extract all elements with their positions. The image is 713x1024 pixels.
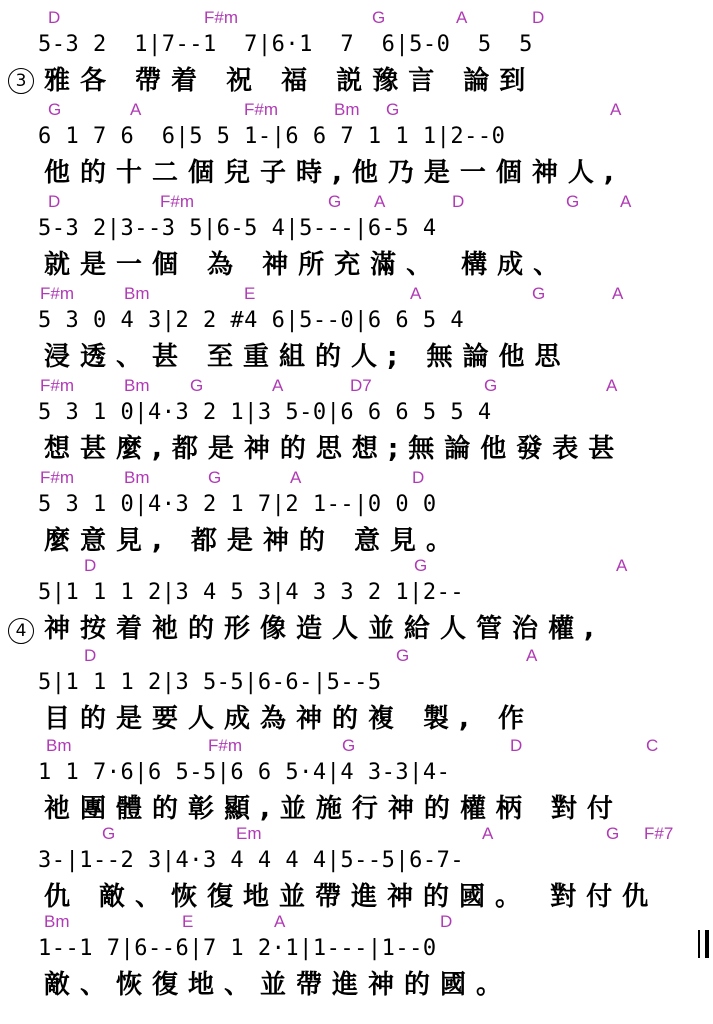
chord: G: [396, 646, 410, 665]
notation-line: 5 3 1 0|4·3 2 1|3 5-0|6 6 6 5 5 4: [38, 400, 492, 425]
chord: F#m: [40, 284, 74, 303]
score-row: [0, 100, 713, 192]
score-row: [0, 376, 713, 468]
lyrics-line: 他的十二個兒子時,他乃是一個神人,: [44, 158, 624, 188]
chord-line: [0, 468, 713, 490]
chord: D: [412, 468, 425, 487]
chord-line: [0, 912, 713, 934]
chord: G: [414, 556, 428, 575]
chord-line: [0, 284, 713, 306]
chord: F#m: [204, 8, 238, 27]
chord: G: [190, 376, 204, 395]
chord: G: [484, 376, 498, 395]
chord-line: [0, 100, 713, 122]
lyrics-line: 浸透、甚 至重組的人; 無論他思: [44, 342, 571, 372]
chord-line: [0, 192, 713, 214]
chord-line: [0, 646, 713, 668]
notation-line: 5-3 2|3--3 5|6-5 4|5---|6-5 4: [38, 216, 437, 241]
chord: F#m: [40, 468, 74, 487]
chord: G: [208, 468, 222, 487]
chord: A: [272, 376, 284, 395]
chord: A: [456, 8, 468, 27]
chord: G: [372, 8, 386, 27]
chord: F#m: [244, 100, 278, 119]
chord: A: [410, 284, 422, 303]
notation-line: 5|1 1 1 2|3 5-5|6-6-|5--5: [38, 670, 382, 695]
chord: A: [606, 376, 618, 395]
notation-line: 1 1 7·6|6 5-5|6 6 5·4|4 3-3|4-: [38, 760, 451, 785]
chord: G: [48, 100, 62, 119]
notation-line: 6 1 7 6 6|5 5 1-|6 6 7 1 1 1|2--0: [38, 124, 506, 149]
chord: C: [646, 736, 659, 755]
chord-line: [0, 376, 713, 398]
score-row: [0, 8, 713, 100]
chord: D7: [350, 376, 372, 395]
chord: G: [386, 100, 400, 119]
score-row: [0, 284, 713, 376]
chord: D: [452, 192, 465, 211]
chord-line: [0, 8, 713, 30]
chord: A: [526, 646, 538, 665]
verse-marker: 4: [8, 618, 34, 644]
chord: A: [620, 192, 632, 211]
chord: A: [290, 468, 302, 487]
chord-line: [0, 736, 713, 758]
chord: A: [374, 192, 386, 211]
score-row: [0, 824, 713, 916]
chord: A: [130, 100, 142, 119]
chord: G: [532, 284, 546, 303]
chord: D: [440, 912, 453, 931]
chord: Bm: [124, 284, 150, 303]
chord: Bm: [44, 912, 70, 931]
lyrics-line: 敵、恢復地、並帶進神的國。: [44, 970, 513, 1000]
chord-line: [0, 824, 713, 846]
score-row: [0, 912, 713, 1004]
chord: Bm: [124, 376, 150, 395]
chord: A: [612, 284, 624, 303]
score-row: [0, 468, 713, 560]
chord: A: [482, 824, 494, 843]
chord: F#m: [40, 376, 74, 395]
notation-line: 5 3 0 4 3|2 2 #4 6|5--0|6 6 5 4: [38, 308, 465, 333]
chord: F#m: [160, 192, 194, 211]
chord: D: [510, 736, 523, 755]
chord: D: [84, 556, 97, 575]
chord: Bm: [334, 100, 360, 119]
chord: E: [244, 284, 256, 303]
chord: E: [182, 912, 194, 931]
chord: G: [328, 192, 342, 211]
chord: D: [84, 646, 97, 665]
chord: F#m: [208, 736, 242, 755]
chord: G: [606, 824, 620, 843]
lyrics-line: 就是一個 為 神所充滿、 構成、: [44, 250, 570, 280]
chord: A: [274, 912, 286, 931]
chord: Bm: [46, 736, 72, 755]
notation-line: 3-|1--2 3|4·3 4 4 4 4|5--5|6-7-: [38, 848, 465, 873]
chord-line: [0, 556, 713, 578]
score-row: [0, 736, 713, 828]
chord: G: [566, 192, 580, 211]
chord: A: [610, 100, 622, 119]
final-barline: [698, 930, 709, 958]
notation-line: 5-3 2 1|7--1 7|6·1 7 6|5-0 5 5: [38, 32, 533, 57]
notation-line: 5|1 1 1 2|3 4 5 3|4 3 3 2 1|2--: [38, 580, 465, 605]
notation-line: 5 3 1 0|4·3 2 1 7|2 1--|0 0 0: [38, 492, 437, 517]
chord: A: [616, 556, 628, 575]
chord: G: [102, 824, 116, 843]
chord: D: [48, 8, 61, 27]
score-row: [0, 556, 713, 648]
lyrics-line: 想甚麼,都是神的思想;無論他發表甚: [44, 434, 625, 464]
chord: Bm: [124, 468, 150, 487]
notation-line: 1--1 7|6--6|7 1 2·1|1---|1--0: [38, 936, 437, 961]
chord: D: [532, 8, 545, 27]
chord: F#7: [644, 824, 674, 843]
lyrics-line: 麼意見, 都是神的 意見。: [44, 526, 462, 556]
score-row: [0, 192, 713, 284]
chord: G: [342, 736, 356, 755]
lyrics-line: 神按着祂的形像造人並給人管治權,: [44, 614, 604, 644]
lyrics-line: 仇 敵、恢復地並帶進神的國。 對付仇: [44, 882, 659, 912]
chord: Em: [236, 824, 262, 843]
lyrics-line: 目的是要人成為神的複 製, 作: [44, 704, 534, 734]
lyrics-line: 雅各 帶着 祝 福 説豫言 論到: [44, 66, 536, 96]
lyrics-line: 祂團體的彰顯,並施行神的權柄 對付: [44, 794, 623, 824]
verse-marker: 3: [8, 68, 34, 94]
chord: D: [48, 192, 61, 211]
